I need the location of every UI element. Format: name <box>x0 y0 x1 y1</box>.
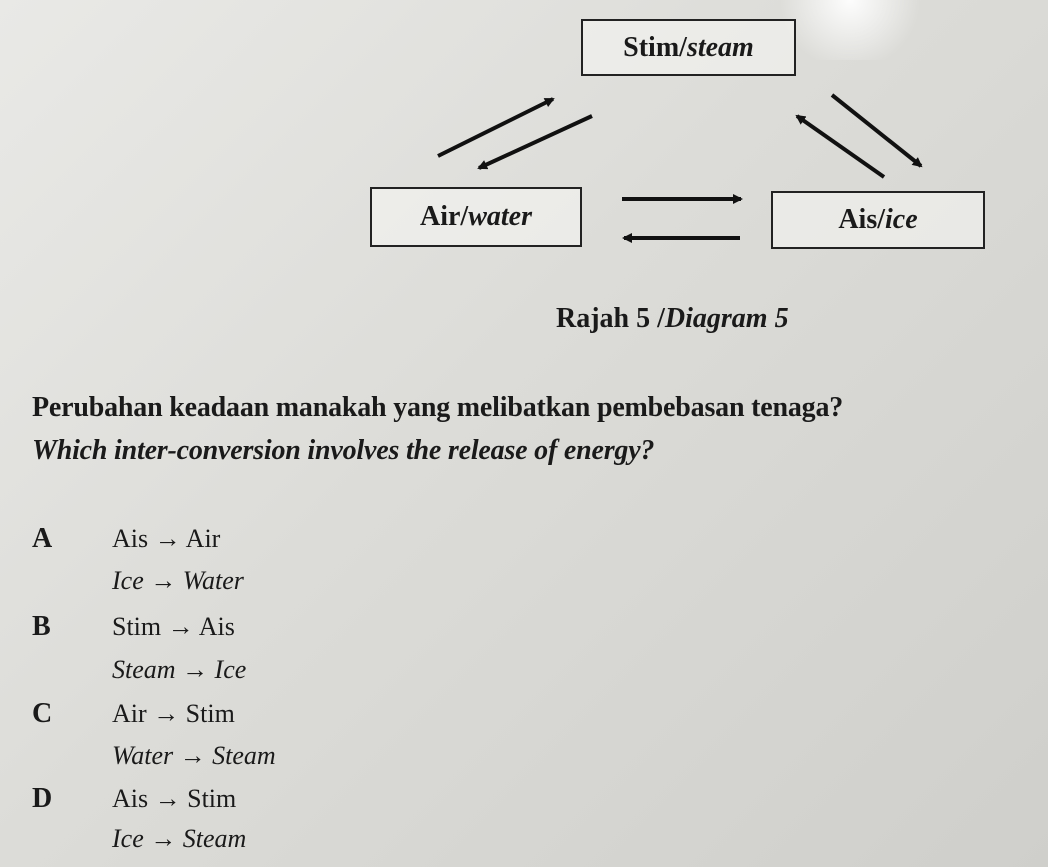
arrow-steam-to-ice <box>832 95 921 166</box>
option-d-english: Ice → Steam <box>112 824 247 853</box>
option-c-english: Water → Steam <box>112 741 276 770</box>
ice-label-ms: Ais/ <box>838 204 886 235</box>
option-c-letter: C <box>32 698 53 729</box>
ice-label-en: ice <box>885 204 918 235</box>
option-c-malay: Air → Stim <box>112 699 235 728</box>
diagram-caption <box>556 303 789 335</box>
ice-box <box>771 191 985 249</box>
option-d-malay: Ais → Stim <box>112 784 237 813</box>
option-d-letter: D <box>32 783 53 814</box>
water-label-ms: Air/ <box>420 201 469 232</box>
water-label-en: water <box>468 201 532 232</box>
question-english: Which inter-conversion involves the release of energy? <box>32 435 655 466</box>
caption-en: Diagram 5 <box>664 303 789 334</box>
question-malay: Perubahan keadaan manakah yang melibatkan pembebasan tenaga? <box>32 392 844 423</box>
option-b-english: Steam → Ice <box>112 655 247 684</box>
option-b-letter: B <box>32 611 51 642</box>
steam-label-ms: Stim/ <box>623 31 687 63</box>
option-a-english: Ice → Water <box>112 566 244 595</box>
option-a-malay: Ais → Air <box>112 524 221 553</box>
arrow-steam-to-water <box>479 116 592 168</box>
state-change-diagram <box>0 0 1048 290</box>
caption-ms: Rajah 5 / <box>556 303 665 334</box>
steam-box <box>581 19 796 76</box>
option-a-letter: A <box>32 523 53 554</box>
steam-label-en: steam <box>686 31 754 63</box>
water-box <box>370 187 582 247</box>
option-b-malay: Stim → Ais <box>112 612 235 641</box>
arrow-water-to-steam <box>438 99 553 156</box>
